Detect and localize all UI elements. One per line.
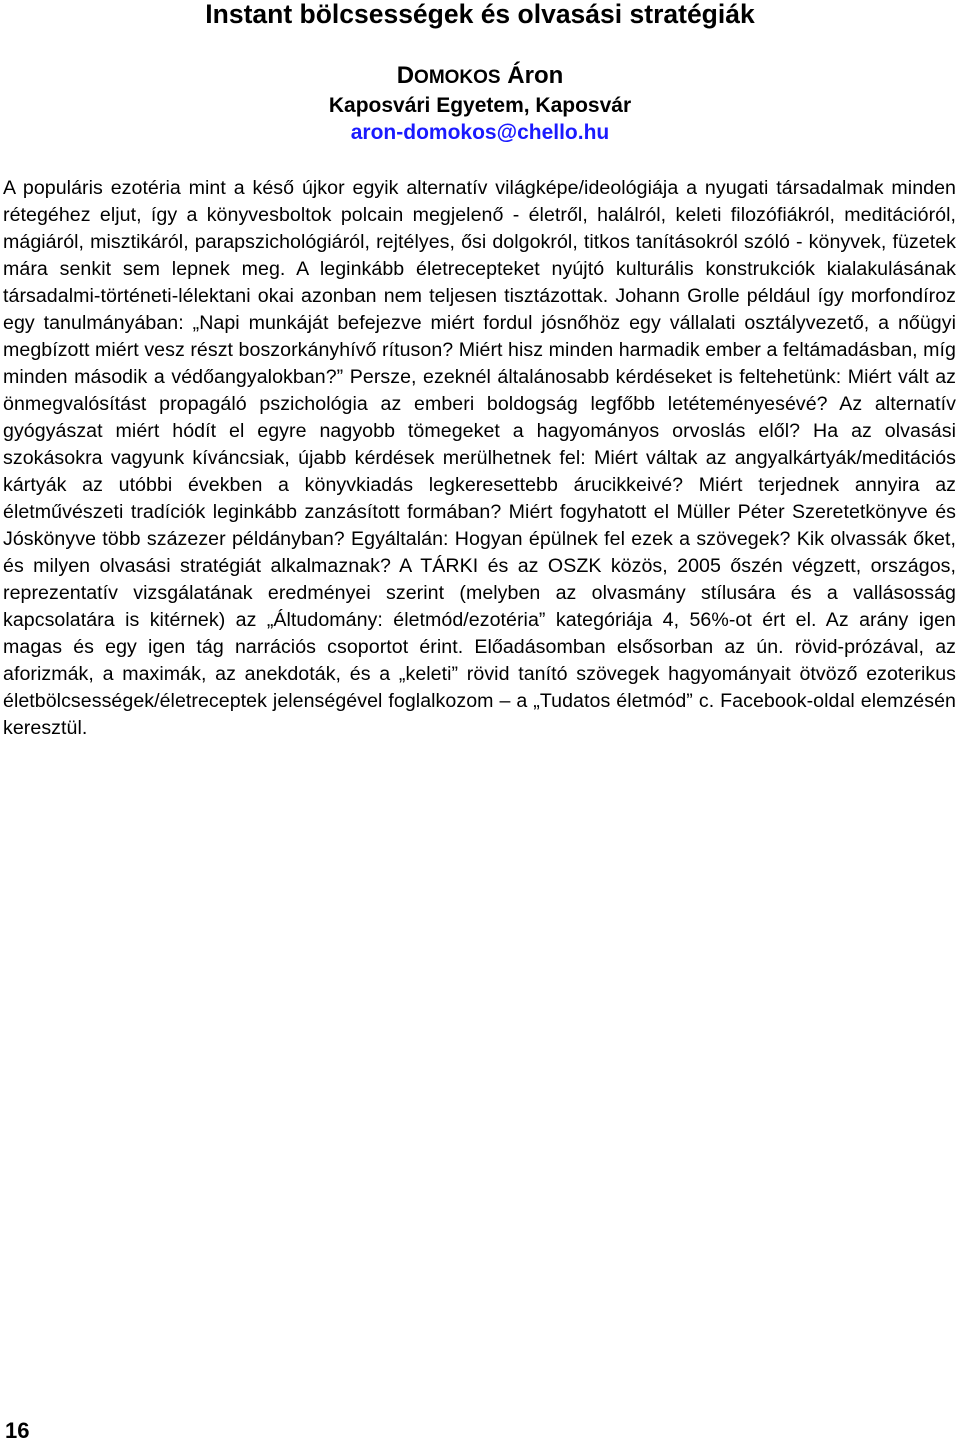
author-name <box>0 62 960 92</box>
author-given-name: Áron <box>507 62 564 89</box>
author-surname-smallcaps: OMOKOS <box>414 67 501 88</box>
author-initial: D <box>396 62 415 89</box>
author-block <box>0 62 960 146</box>
author-affiliation: Kaposvári Egyetem, Kaposvár <box>328 94 632 117</box>
page-number: 16 <box>5 1418 30 1443</box>
author-email-link[interactable]: aron-domokos@chello.hu <box>350 121 610 144</box>
abstract-paragraph: A populáris ezotéria mint a késő újkor egyik alternatív világképe/ideológiája a nyugati társadalmak minden rétegéhez eljut, így a könyvesboltok polcain megjelenő - életről, halálról, keleti filozófiákról, meditációról, mágiáról, misztikáról, parapszichológiáról, rejtélyes, ősi dolgokról, titkos tanításokról szóló - könyvek, füzetek mára senkit sem lepnek meg. A leginkább életrecepteket nyújtó kulturális konstrukciók kialakulásának társadalmi-történeti-lélektani okai azonban nem teljesen tisztázottak. Johann Grolle például így morfondíroz egy tanulmányában: „Napi munkáját befejezve miért fordul jósnőhöz egy vállalati osztályvezető, a nőügyi megbízott miért vesz részt boszorkányhívő rítuson? Miért hisz minden harmadik ember a feltámadásban, míg minden második a védőangyalokban?” Persze, ezeknél általánosabb kérdéseket is feltehetünk: Miért vált az önmegvalósítást propagáló pszichológia az emberi boldogság legfőbb letéteményesévé? Az alternatív gyógyászat miért hódít el egyre nagyobb tömegeket a hagyományos orvoslás elől? Ha az olvasási szokásokra vagyunk kíváncsiak, újabb kérdések merülhetnek fel: Miért váltak az angyalkártyák/meditációs kártyák az utóbbi években a könyvkiadás legkeresettebb árucikkeivé? Miért terjednek annyira az életművészeti tradíciók leginkább zanzásított formában? Miért fogyhatott el Müller Péter Szeretetkönyve és Jóskönyve több százezer példányban? Egyáltalán: Hogyan épülnek fel ezek a szövegek? Kik olvassák őket, és milyen olvasási stratégiát alkalmaznak? A TÁRKI és az OSZK közös, 2005 őszén végzett, országos, reprezentatív vizsgálatának eredményei szerint (melyben az olvasmány stílusára és a vallásosság kapcsolatára is kitérnek) az „Áltudomány: életmód/ezotéria” kategóriája 4, 56%-ot ért el. Az arány igen magas és egy igen tág narrációs csoportot érint. Előadásomban elsősorban az ún. rövid-prózával, az aforizmák, a maximák, az anekdoták, és a „keleti” rövid tanító szövegek hagyományait ötvöző ezoterikus életbölcsességek/életreceptek jelenségével foglalkozom – a „Tudatos életmód” c. Facebook-oldal elemzésén keresztül. <box>3 177 956 739</box>
article-title: Instant bölcsességek és olvasási stratégiák <box>205 0 755 29</box>
